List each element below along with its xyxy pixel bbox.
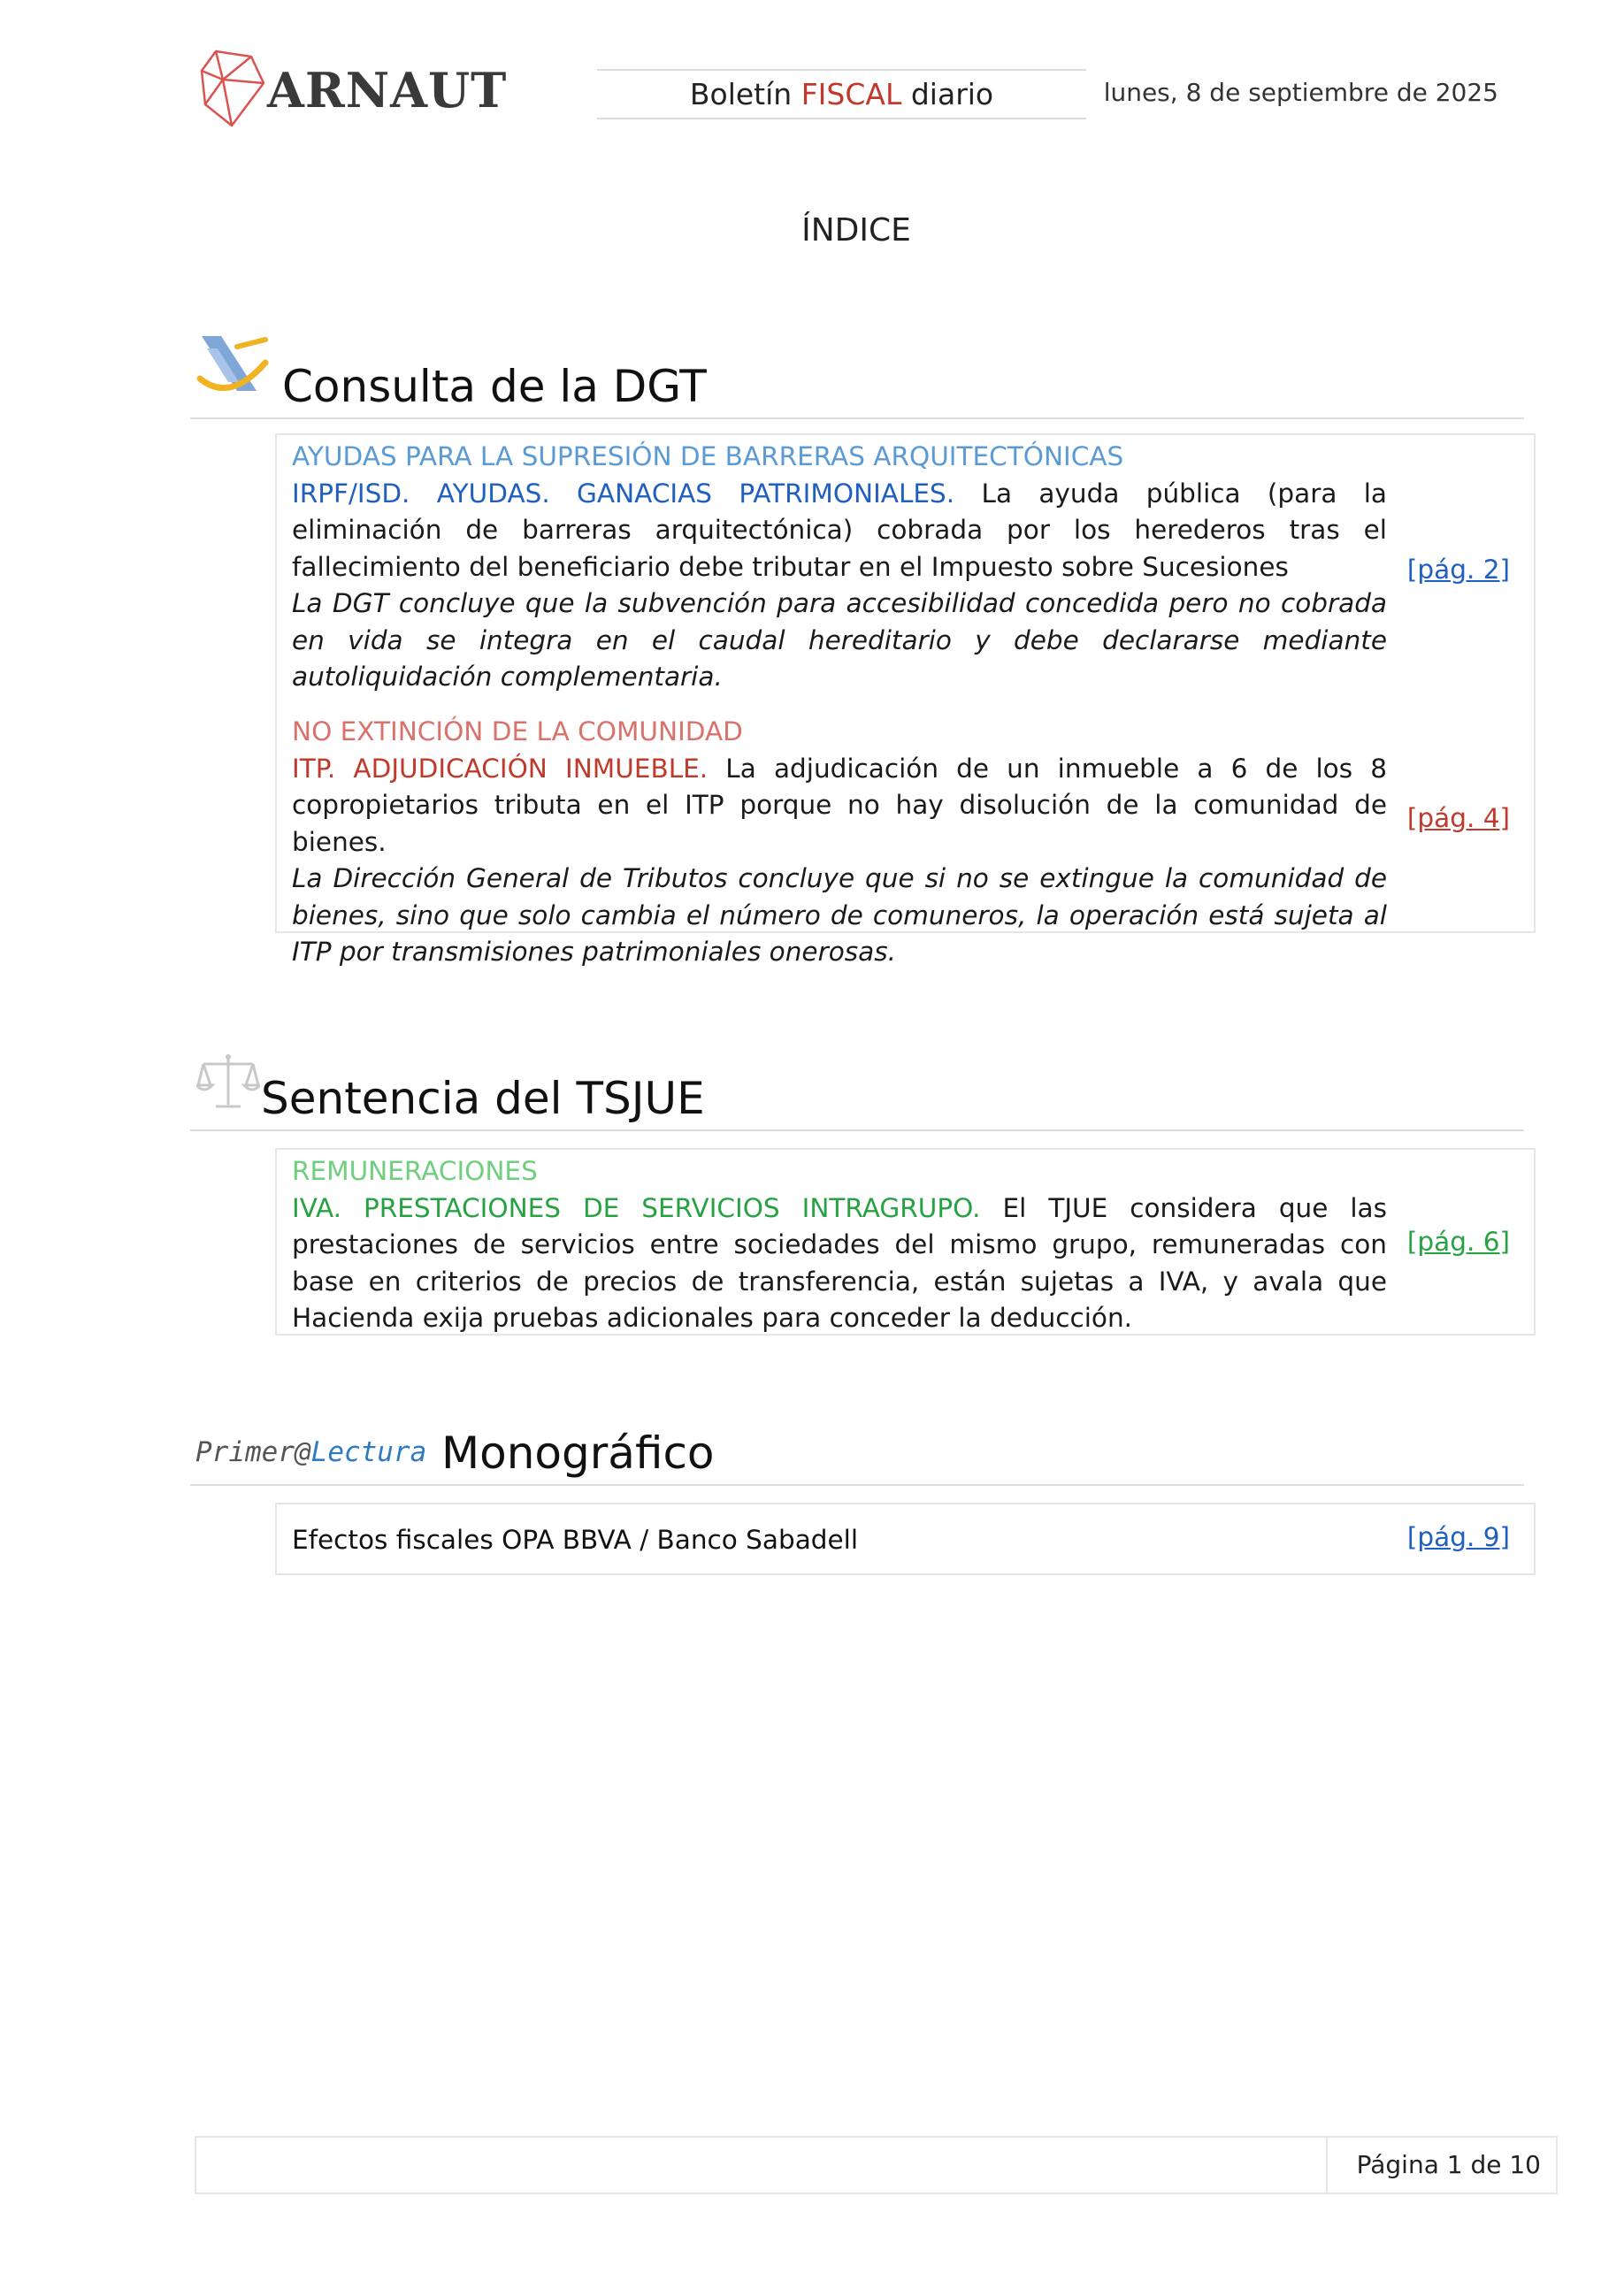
bulletin-accent: FISCAL: [801, 77, 902, 111]
tsjue-index-box: [275, 1148, 1536, 1336]
bulletin-prefix: Boletín: [689, 77, 793, 111]
aeat-logo-icon: [195, 327, 271, 403]
brand-prefix: Primer@: [195, 1436, 311, 1468]
list-item: [292, 439, 1387, 696]
entry-lead: IRPF/ISD. AYUDAS. GANACIAS PATRIMONIALES.: [292, 478, 955, 509]
index-heading: ÍNDICE: [801, 212, 911, 249]
page-link-6[interactable]: [pág. 6]: [1406, 1227, 1510, 1257]
page-link-2[interactable]: [pág. 2]: [1406, 555, 1510, 585]
logo-text: ARNAUT: [267, 62, 508, 119]
entry-body: El TJUE considera que las prestaciones de servicios entre sociedades del mismo grupo, remuneradas con base en criterios de precios de transferencia, están sujetas a IVA, y avala que Hacienda exija pruebas adicionales para conceder la deducción.: [292, 1192, 1388, 1333]
section-header-monografico: [190, 1415, 1524, 1486]
entry-category: NO EXTINCIÓN DE LA COMUNIDAD: [292, 716, 743, 746]
brand-suffix: Lectura: [310, 1436, 427, 1468]
entry-lead: ITP. ADJUDICACIÓN INMUEBLE.: [292, 753, 709, 784]
footer: [195, 2136, 1558, 2194]
header-date: lunes, 8 de septiembre de 2025: [1103, 78, 1498, 107]
section-header-tsjue: [190, 1048, 1524, 1131]
entry-category: AYUDAS PARA LA SUPRESIÓN DE BARRERAS ARQUITECTÓNICAS: [292, 441, 1124, 471]
section-title-dgt: Consulta de la DGT: [282, 361, 707, 412]
bulletin-suffix: diario: [910, 77, 994, 111]
list-item: [292, 714, 1387, 971]
entry-summary: La DGT concluye que la subvención para accesibilidad concedida pero no cobrada en vida se integra en el caudal hereditario y debe declararse mediante autoliquidación complementaria.: [292, 588, 1387, 692]
entry-body: La adjudicación de un inmueble a 6 de los 8 copropietarios tributa en el ITP porque no hay disolución de la comunidad de bienes.: [292, 753, 1387, 857]
section-title-monografico: Monográfico: [441, 1427, 715, 1479]
entry-text: Efectos fiscales OPA BBVA / Banco Sabadell: [292, 1525, 859, 1555]
list-item: [292, 1522, 1387, 1559]
entry-summary: La Dirección General de Tributos concluye que si no se extingue la comunidad de bienes, sino que solo cambia el número de comuneros, la operación está sujeta al ITP por transmisiones patrimoniales onerosas.: [292, 863, 1387, 967]
entry-body: La ayuda pública (para la eliminación de barreras arquitectónica) cobrada por los herederos tras el fallecimiento del beneficiario debe tributar en el Impuesto sobre Sucesiones: [292, 478, 1388, 582]
arnaut-logo: [196, 44, 508, 133]
footer-divider: [1326, 2138, 1328, 2193]
monografico-index-box: [275, 1503, 1536, 1575]
page-link-9[interactable]: [pág. 9]: [1406, 1522, 1510, 1552]
page-link-4[interactable]: [pág. 4]: [1406, 803, 1510, 833]
entry-category: REMUNERACIONES: [292, 1156, 538, 1186]
page-number: Página 1 de 10: [1356, 2150, 1541, 2179]
entry-lead: IVA. PRESTACIONES DE SERVICIOS INTRAGRUPO.: [292, 1192, 981, 1223]
primera-lectura-logo: [195, 1436, 426, 1468]
arnaut-crystal-icon: [196, 44, 267, 133]
section-header-dgt: [190, 318, 1524, 419]
list-item: [292, 1153, 1387, 1337]
dgt-index-box: [275, 433, 1536, 967]
scales-of-justice-icon: [196, 1052, 260, 1114]
section-title-tsjue: Sentencia del TSJUE: [261, 1073, 705, 1124]
bulletin-title: [597, 69, 1086, 119]
